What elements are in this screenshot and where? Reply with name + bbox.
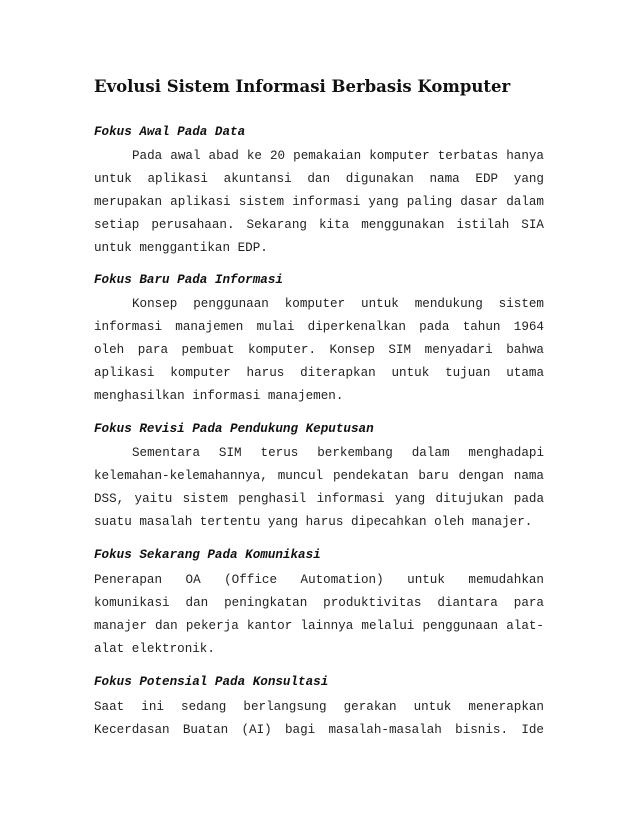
paragraph-line: DSS, yaitu sistem penghasil informasi yang ditujukan pada <box>94 492 544 506</box>
paragraph-line: menghasilkan informasi manajemen. <box>94 389 344 403</box>
section-heading: Fokus Awal Pada Data <box>94 125 246 139</box>
document-title: Evolusi Sistem Informasi Berbasis Komputer <box>94 77 511 96</box>
paragraph-line: Kecerdasan Buatan (AI) bagi masalah-masalah bisnis. Ide <box>94 723 544 737</box>
paragraph-line: komunikasi dan peningkatan produktivitas diantara para <box>94 596 544 610</box>
section-heading: Fokus Revisi Pada Pendukung Keputusan <box>94 422 374 436</box>
paragraph-line: Pada awal abad ke 20 pemakaian komputer terbatas hanya <box>132 149 544 163</box>
paragraph-line: Saat ini sedang berlangsung gerakan untuk menerapkan <box>94 700 544 714</box>
section-heading: Fokus Baru Pada Informasi <box>94 273 283 287</box>
paragraph-line: manajer dan pekerja kantor lainnya melalui penggunaan alat- <box>94 619 544 633</box>
paragraph-line: informasi manajemen mulai diperkenalkan pada tahun 1964 <box>94 320 544 334</box>
paragraph-line: untuk menggantikan EDP. <box>94 241 268 255</box>
paragraph-line: Konsep penggunaan komputer untuk mendukung sistem <box>132 297 544 311</box>
paragraph-line: oleh para pembuat komputer. Konsep SIM menyadari bahwa <box>94 343 544 357</box>
paragraph-line: setiap perusahaan. Sekarang kita menggunakan istilah SIA <box>94 218 544 232</box>
paragraph-line: kelemahan-kelemahannya, muncul pendekatan baru dengan nama <box>94 469 544 483</box>
paragraph-line: aplikasi komputer harus diterapkan untuk tujuan utama <box>94 366 544 380</box>
paragraph-line: merupakan aplikasi sistem informasi yang paling dasar dalam <box>94 195 544 209</box>
paragraph-line: untuk aplikasi akuntansi dan digunakan nama EDP yang <box>94 172 544 186</box>
paragraph-line: Penerapan OA (Office Automation) untuk memudahkan <box>94 573 544 587</box>
section-heading: Fokus Sekarang Pada Komunikasi <box>94 548 321 562</box>
paragraph-line: Sementara SIM terus berkembang dalam menghadapi <box>132 446 544 460</box>
paragraph-line: suatu masalah tertentu yang harus dipecahkan oleh manajer. <box>94 515 533 529</box>
section-heading: Fokus Potensial Pada Konsultasi <box>94 675 329 689</box>
paragraph-line: alat elektronik. <box>94 642 215 656</box>
